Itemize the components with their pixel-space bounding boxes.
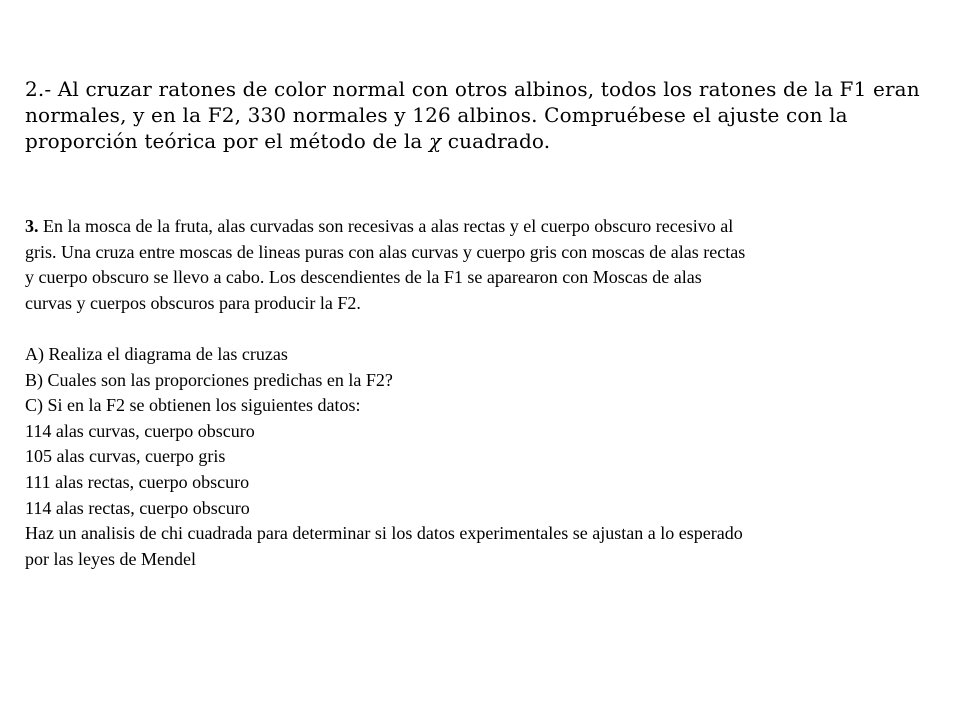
paragraph-spacer (25, 316, 925, 342)
problem-3-line-1 (25, 214, 925, 240)
problem-2-line-3-text: proporción teórica por el método de la (25, 129, 429, 153)
data-row: 111 alas rectas, cuerpo obscuro (25, 471, 250, 492)
problem-2 (25, 76, 945, 154)
problem-2-line-1: 2.- Al cruzar ratones de color normal con otros albinos, todos los ratones de la F1 eran (25, 77, 920, 101)
data-row: 114 alas rectas, cuerpo obscuro (25, 497, 250, 518)
question-b: B) Cuales son las proporciones predichas en la F2? (25, 369, 393, 390)
problem-3-line-2: gris. Una cruza entre moscas de lineas puras con alas curvas y cuerpo gris con moscas de alas rectas (25, 241, 746, 262)
problem-3 (25, 214, 925, 572)
question-a: A) Realiza el diagrama de las cruzas (25, 343, 288, 364)
problem-2-line-2: normales, y en la F2, 330 normales y 126 albinos. Compruébese el ajuste con la (25, 103, 848, 127)
instruction-line-2: por las leyes de Mendel (25, 548, 196, 569)
problem-3-line-4: curvas y cuerpos obscuros para producir la F2. (25, 292, 361, 313)
data-row: 105 alas curvas, cuerpo gris (25, 446, 226, 467)
problem-2-line-3-end: cuadrado. (441, 129, 551, 153)
problem-3-number: 3. (25, 216, 39, 236)
problem-2-line-3 (25, 128, 945, 154)
instruction-line-1: Haz un analisis de chi cuadrada para determinar si los datos experimentales se ajustan a lo esperado (25, 523, 743, 544)
question-c: C) Si en la F2 se obtienen los siguientes datos: (25, 395, 361, 416)
problem-3-text-1: En la mosca de la fruta, alas curvadas son recesivas a alas rectas y el cuerpo obscuro recesivo al (38, 216, 734, 236)
data-row: 114 alas curvas, cuerpo obscuro (25, 420, 255, 441)
chi-symbol: χ (429, 129, 442, 153)
problem-3-line-3: y cuerpo obscuro se llevo a cabo. Los descendientes de la F1 se aparearon con Moscas de alas (25, 267, 702, 288)
